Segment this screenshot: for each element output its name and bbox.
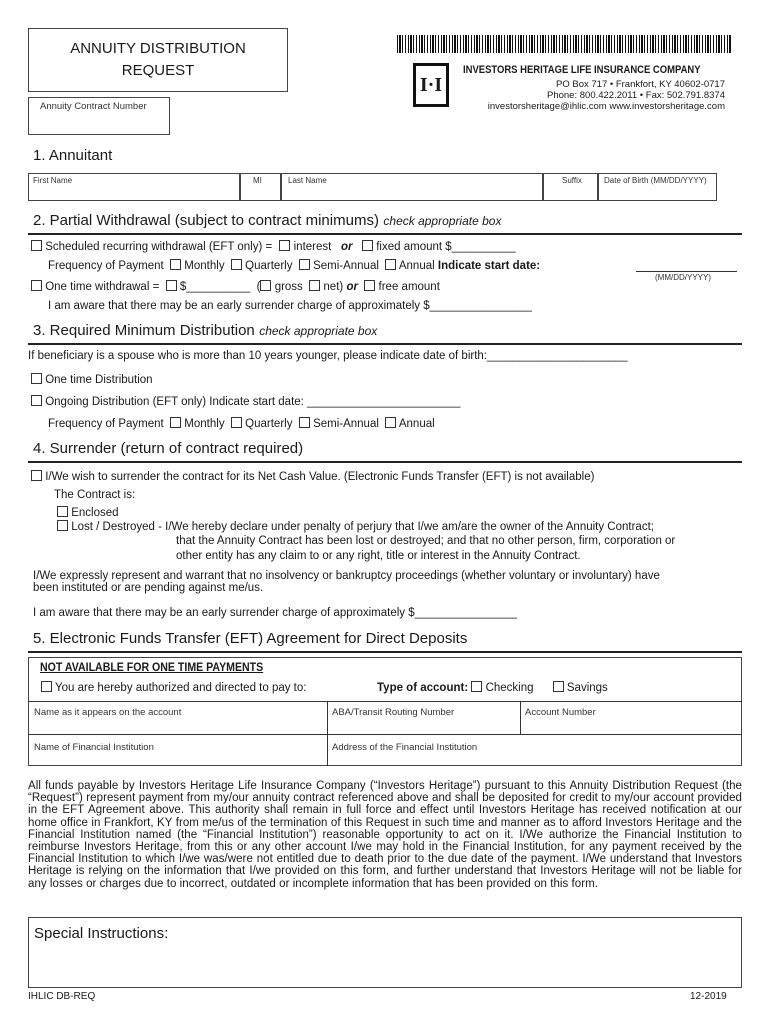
section2-rule — [28, 233, 742, 235]
form-date: 12-2019 — [690, 991, 727, 1002]
barcode — [397, 35, 732, 53]
rmd-ongoing-row: Ongoing Distribution (EFT only) Indicate start date: ________________________ — [31, 395, 461, 408]
surrender-checkbox[interactable] — [31, 470, 42, 481]
section2-title: 2. Partial Withdrawal (subject to contract minimums) check appropriate box — [33, 212, 502, 229]
eft-col-divider-1 — [327, 701, 328, 766]
scheduled-row: Scheduled recurring withdrawal (EFT only) = interest or fixed amount $__________ — [31, 240, 516, 253]
s3-semiannual-checkbox[interactable] — [299, 417, 310, 428]
logo-text: I·I — [419, 73, 443, 96]
mi-label: MI — [253, 176, 262, 185]
account-type-row: Type of account: Checking Savings — [377, 682, 608, 694]
enclosed-checkbox[interactable] — [57, 506, 68, 517]
rmd-one-time-row: One time Distribution — [31, 373, 153, 386]
warrant-line2: been instituted or are pending against me/us. — [33, 582, 264, 594]
last-name-label: Last Name — [288, 176, 327, 185]
account-number-field[interactable]: Account Number — [525, 707, 596, 718]
lost-line3: other entity has any claim to or any right, title or interest in the Annuity Contract. — [176, 550, 581, 562]
s3-annual-checkbox[interactable] — [385, 417, 396, 428]
interest-checkbox[interactable] — [279, 240, 290, 251]
s2-annual-checkbox[interactable] — [385, 259, 396, 270]
special-instructions-label: Special Instructions: — [34, 925, 169, 942]
enclosed-row: Enclosed — [57, 506, 119, 519]
company-logo — [413, 63, 449, 107]
contract-number-label: Annuity Contract Number — [40, 101, 147, 112]
section5-title: 5. Electronic Funds Transfer (EFT) Agreement for Direct Deposits — [33, 630, 468, 647]
eft-row-divider-2 — [28, 734, 742, 735]
eft-col-divider-2 — [520, 701, 521, 734]
s2-quarterly-checkbox[interactable] — [231, 259, 242, 270]
lost-line2: that the Annuity Contract has been lost or destroyed; and that no other person, firm, corporation or — [176, 535, 676, 547]
section3-rule — [28, 343, 742, 345]
scheduled-checkbox[interactable] — [31, 240, 42, 251]
lost-checkbox[interactable] — [57, 520, 68, 531]
s3-quarterly-checkbox[interactable] — [231, 417, 242, 428]
s2-start-date-line[interactable] — [636, 271, 737, 272]
s2-date-format: (MM/DD/YYYY) — [655, 273, 711, 282]
contract-is: The Contract is: — [54, 489, 136, 501]
s3-frequency-row: Frequency of Payment Monthly Quarterly Semi-Annual Annual — [48, 418, 435, 430]
rmd-ongoing-checkbox[interactable] — [31, 395, 42, 406]
name-on-account-field[interactable]: Name as it appears on the account — [34, 707, 182, 718]
eft-row-divider-1 — [28, 701, 742, 702]
surrender-wish-row: I/We wish to surrender the contract for its Net Cash Value. (Electronic Funds Transfer (EFT) is not available) — [31, 470, 594, 483]
s2-semiannual-checkbox[interactable] — [299, 259, 310, 270]
first-name-label: First Name — [33, 176, 73, 185]
not-available-note: NOT AVAILABLE FOR ONE TIME PAYMENTS — [40, 662, 264, 674]
authorize-checkbox[interactable] — [41, 681, 52, 692]
section1-title: 1. Annuitant — [33, 147, 113, 164]
lost-row: Lost / Destroyed - I/We hereby declare under penalty of perjury that I/we am/are the owner of the Annuity Contract; — [57, 520, 654, 533]
financial-institution-address-field[interactable]: Address of the Financial Institution — [332, 742, 478, 753]
form-code: IHLIC DB-REQ — [28, 991, 96, 1002]
s2-frequency-row: Frequency of Payment Monthly Quarterly Semi-Annual Annual Indicate start date: — [48, 260, 541, 272]
section5-rule — [28, 651, 742, 653]
company-name: INVESTORS HERITAGE LIFE INSURANCE COMPANY — [463, 64, 701, 76]
financial-institution-name-field[interactable]: Name of Financial Institution — [34, 742, 154, 753]
s4-surrender-charge: I am aware that there may be an early surrender charge of approximately $________________ — [33, 607, 517, 619]
checking-checkbox[interactable] — [471, 681, 482, 692]
s2-monthly-checkbox[interactable] — [170, 259, 181, 270]
section3-title: 3. Required Minimum Distribution check appropriate box — [33, 322, 378, 339]
form-title: ANNUITY DISTRIBUTION REQUEST — [70, 40, 246, 79]
beneficiary-dob: If beneficiary is a spouse who is more than 10 years younger, please indicate date of birth:______________________ — [28, 350, 628, 362]
one-time-checkbox[interactable] — [31, 280, 42, 291]
s3-monthly-checkbox[interactable] — [170, 417, 181, 428]
dob-label: Date of Birth (MM/DD/YYYY) — [604, 176, 707, 185]
section4-title: 4. Surrender (return of contract required) — [33, 440, 304, 457]
warrant-line1: I/We expressly represent and warrant that no insolvency or bankruptcy proceedings (whether voluntary or involuntary) have — [33, 570, 660, 582]
free-amount-checkbox[interactable] — [364, 280, 375, 291]
gross-checkbox[interactable] — [260, 280, 271, 291]
savings-checkbox[interactable] — [553, 681, 564, 692]
rmd-one-time-checkbox[interactable] — [31, 373, 42, 384]
authorized-row: You are hereby authorized and directed to pay to: — [41, 681, 306, 694]
s2-surrender-charge: I am aware that there may be an early surrender charge of approximately $________________ — [48, 300, 532, 312]
section4-rule — [28, 461, 742, 463]
company-address: PO Box 717 • Frankfort, KY 40602-0717 Phone: 800.422.2011 • Fax: 502.791.8374 investorsheritage@ihlic.com www.investorsheritage.com — [487, 79, 725, 112]
fixed-amount-checkbox[interactable] — [362, 240, 373, 251]
net-checkbox[interactable] — [309, 280, 320, 291]
one-time-row: One time withdrawal = $__________ ( gross net) or free amount — [31, 280, 440, 293]
dollar-checkbox[interactable] — [166, 280, 177, 291]
suffix-label: Suffix — [562, 176, 582, 185]
eft-agreement-text: All funds payable by Investors Heritage Life Insurance Company (“Investors Heritage”) pursuant to this Annuity Distribution Request (the “Request”) represent payment from my/our annuity contract referenced above and shall be deposited for credit to my/our account provided in the EFT Agreement above. This authority shall remain in full force and effect until Investors Heritage has received notification at our home office in Frankfort, KY from me/us of the termination of this Request in such time and manner as to afford Investors Heritage and the Financial Institution named (the “Financial Institution”) reasonable opportunity to act on it. I/We authorize the Financial Institution to reimburse Investors Heritage, from this or any other account I/we may hold in the Financial Institution, for any payment received by the Financial Institution to which I/we was/were not entitled due to death prior to the due date of the payment. I/We understand that Investors Heritage is relying on the information that I/we provided on this form, and further understand that Investors Heritage will not be liable for any losses or charges due to incorrect, outdated or incomplete information that has been provided on this form. — [28, 780, 742, 890]
aba-routing-field[interactable]: ABA/Transit Routing Number — [332, 707, 455, 718]
